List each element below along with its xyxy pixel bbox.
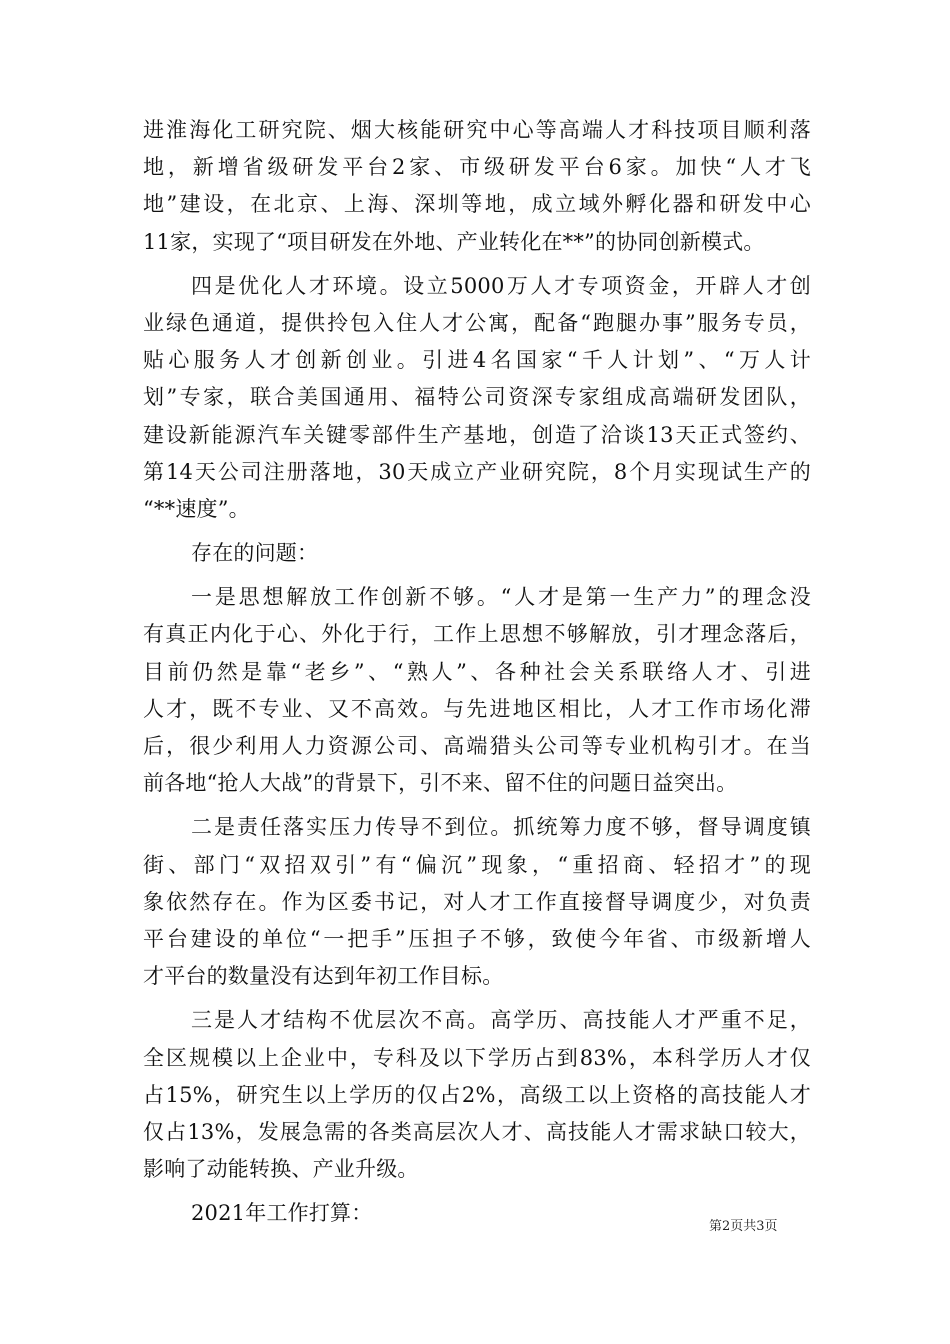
text-line: 街、部门“双招双引”有“偏沉”现象，“重招商、轻招才”的现: [143, 852, 811, 877]
text-line: 业绿色通道，提供拎包入住人才公寓，配备“跑腿办事”服务专员，: [143, 310, 811, 335]
paragraph-problem-two: [143, 809, 811, 995]
text-line: 建设新能源汽车关键零部件生产基地，创造了洽谈13天正式签约、: [143, 422, 811, 447]
text-line: 有真正内化于心、外化于行，工作上思想不够解放，引才理念落后，: [143, 622, 811, 647]
page-number-footer: 第2页共3页: [709, 1219, 778, 1234]
text-line: 目前仍然是靠“老乡”、“熟人”、各种社会关系联络人才、引进: [143, 659, 811, 684]
text-line: 地，新增省级研发平台2家、市级研发平台6家。加快“人才飞: [143, 155, 811, 180]
paragraph-optimize-environment: [143, 268, 811, 528]
text-line: 11家，实现了“项目研发在外地、产业转化在**”的协同创新模式。: [143, 229, 765, 254]
text-line: 占15%，研究生以上学历的仅占2%，高级工以上资格的高技能人才: [143, 1082, 811, 1107]
text-line: 存在的问题：: [191, 541, 319, 566]
text-line: 全区规模以上企业中，专科及以下学历占到83%，本科学历人才仅: [143, 1045, 811, 1070]
text-line: 平台建设的单位“一把手”压担子不够，致使今年省、市级新增人: [143, 926, 811, 951]
text-line: “**速度”。: [143, 496, 250, 521]
text-line: 仅占13%，发展急需的各类高层次人才、高技能人才需求缺口较大，: [143, 1119, 811, 1144]
text-line: 人才，既不专业、又不高效。与先进地区相比，人才工作市场化滞: [143, 696, 811, 721]
heading-existing-problems: [143, 535, 811, 572]
text-line: 贴心服务人才创新创业。引进4名国家“千人计划”、“万人计: [143, 348, 811, 373]
text-line: 三是人才结构不优层次不高。高学历、高技能人才严重不足，: [191, 1008, 811, 1033]
text-line: 2021年工作打算：: [191, 1201, 373, 1226]
text-line: 才平台的数量没有达到年初工作目标。: [143, 964, 504, 989]
text-line: 前各地“抢人大战”的背景下，引不来、留不住的问题日益突出。: [143, 771, 738, 796]
paragraph-problem-one: [143, 579, 811, 802]
paragraph-talent-projects: [143, 112, 811, 261]
text-line: 划”专家，联合美国通用、福特公司资深专家组成高端研发团队，: [143, 385, 811, 410]
text-line: 四是优化人才环境。设立5000万人才专项资金，开辟人才创: [191, 273, 811, 298]
text-line: 第14天公司注册落地，30天成立产业研究院，8个月实现试生产的: [143, 459, 811, 484]
text-line: 象依然存在。作为区委书记，对人才工作直接督导调度少，对负责: [143, 889, 811, 914]
text-line: 后，很少利用人力资源公司、高端猎头公司等专业机构引才。在当: [143, 734, 811, 758]
text-line: 一是思想解放工作创新不够。“人才是第一生产力”的理念没: [191, 585, 811, 610]
text-line: 进淮海化工研究院、烟大核能研究中心等高端人才科技项目顺利落: [143, 118, 811, 142]
text-line: 二是责任落实压力传导不到位。抓统筹力度不够，督导调度镇: [191, 815, 811, 840]
document-body: [143, 112, 811, 1232]
text-line: 地”建设，在北京、上海、深圳等地，成立域外孵化器和研发中心: [143, 192, 811, 217]
text-line: 影响了动能转换、产业升级。: [143, 1157, 419, 1182]
paragraph-problem-three: [143, 1002, 811, 1188]
